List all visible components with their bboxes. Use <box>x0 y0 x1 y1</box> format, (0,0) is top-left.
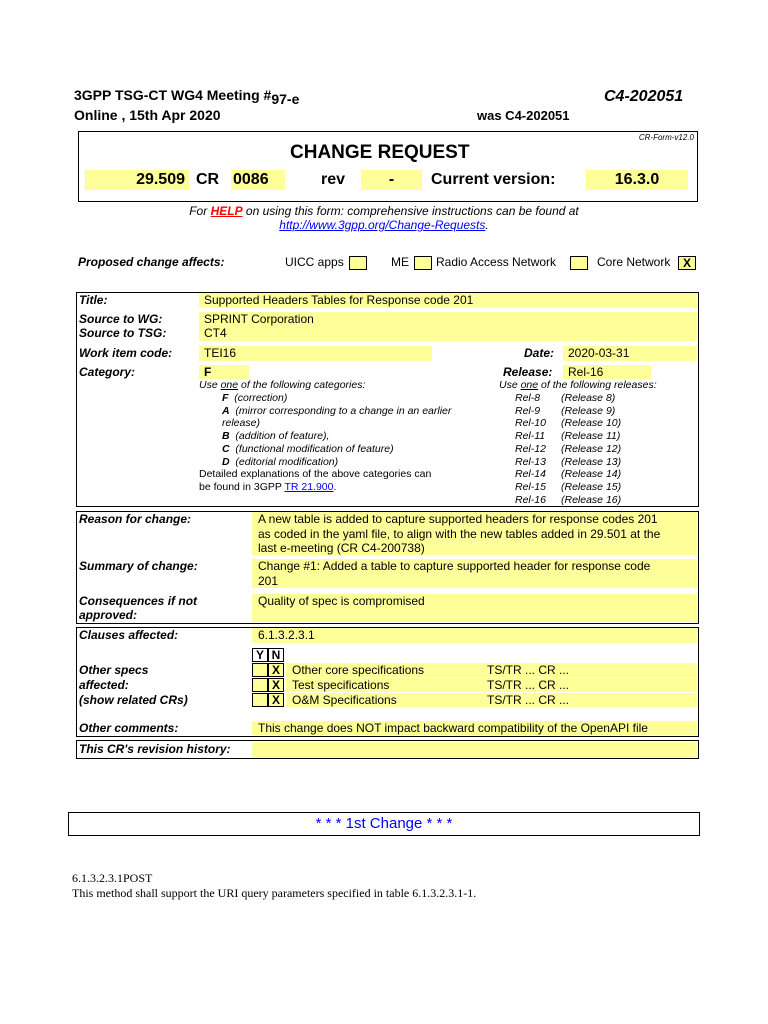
category-value: F <box>199 365 249 379</box>
summary-line: Change #1: Added a table to capture supported header for response code <box>258 559 651 573</box>
yes-checkbox[interactable] <box>252 693 268 707</box>
no-checkbox[interactable]: X <box>268 678 284 692</box>
other-specs-label <box>79 663 188 708</box>
cat-intro-post: of the following categories: <box>238 379 366 391</box>
category-desc: (addition of feature), <box>229 430 330 443</box>
help-url-line <box>0 218 768 232</box>
reason-line: as coded in the yaml file, to align with the new tables added in 29.501 at the <box>258 526 661 541</box>
release-label: Release: <box>503 365 553 379</box>
reason-value <box>252 512 697 555</box>
release-code: Rel-14 <box>515 468 546 481</box>
me-checkbox[interactable] <box>414 256 432 270</box>
doc-number: C4-202051 <box>604 88 684 105</box>
section-heading: 6.1.3.2.3.1POST <box>72 871 153 885</box>
yes-checkbox[interactable] <box>252 678 268 692</box>
categories-intro <box>199 379 365 391</box>
ran-checkbox[interactable] <box>570 256 588 270</box>
date-label: Date: <box>524 346 555 360</box>
revision-history-value <box>252 742 697 757</box>
release-item <box>515 494 621 507</box>
categories-detail-line1: Detailed explanations of the above categories can <box>199 468 432 480</box>
source-wg-label: Source to WG: <box>79 312 163 326</box>
spec-ref: TS/TR ... CR ... <box>487 693 570 707</box>
uicc-checkbox[interactable] <box>349 256 367 270</box>
spec-name: Test specifications <box>292 678 390 692</box>
meeting-title <box>74 87 300 107</box>
meeting-name: 3GPP TSG-CT WG4 Meeting # <box>74 87 272 103</box>
spec-row <box>286 693 697 707</box>
meeting-number: 97-e <box>271 91 300 107</box>
releases-intro <box>499 379 657 391</box>
release-item <box>515 456 621 469</box>
cn-label: Core Network <box>597 255 671 269</box>
category-item <box>222 456 451 469</box>
rel-intro-one: one <box>520 379 539 391</box>
category-label: Category: <box>79 365 136 379</box>
category-code: F <box>222 392 229 404</box>
release-code: Rel-9 <box>515 404 541 417</box>
title-label: Title: <box>79 293 108 307</box>
help-line <box>0 204 768 218</box>
current-version-value: 16.3.0 <box>586 170 688 190</box>
category-desc: (mirror corresponding to a change in an earlier <box>229 404 452 417</box>
category-desc: (functional modification of feature) <box>229 442 394 455</box>
help-dot: . <box>485 218 489 232</box>
cn-checkbox[interactable]: X <box>678 256 696 270</box>
release-code: Rel-8 <box>515 392 541 404</box>
section-text: This method shall support the URI query parameters specified in table 6.1.3.2.3.1-1. <box>72 886 477 900</box>
other-comments-value: This change does NOT impact backward compatibility of the OpenAPI file <box>252 721 697 735</box>
rev-label: rev <box>321 171 346 188</box>
detail-pre: be found in 3GPP <box>199 480 285 493</box>
release-desc: (Release 11) <box>561 430 621 443</box>
summary-label: Summary of change: <box>79 559 198 573</box>
release-code: Rel-13 <box>515 455 546 468</box>
cr-label: CR <box>196 171 220 188</box>
me-label: ME <box>391 255 409 269</box>
release-value: Rel-16 <box>563 365 651 379</box>
category-code: C <box>222 442 230 455</box>
work-item-label: Work item code: <box>79 346 173 360</box>
consequences-label-line: approved: <box>79 608 138 622</box>
work-item-value: TEI16 <box>199 346 432 361</box>
release-item <box>515 430 621 443</box>
spec-name: Other core specifications <box>292 663 425 677</box>
detail-post: . <box>333 480 337 493</box>
reason-line: last e-meeting (CR C4-200738) <box>258 541 425 555</box>
current-version-label: Current version: <box>431 171 556 188</box>
cat-intro-pre: Use <box>199 379 221 391</box>
other-comments-label: Other comments: <box>79 721 179 735</box>
location-date: Online , 15th Apr 2020 <box>74 107 221 123</box>
category-code: B <box>222 430 230 443</box>
release-desc: (Release 9) <box>561 404 616 417</box>
release-item <box>515 468 621 481</box>
summary-value <box>252 559 697 588</box>
category-item <box>222 430 451 443</box>
was-doc-number: was C4-202051 <box>477 108 570 123</box>
release-desc: (Release 15) <box>561 480 622 493</box>
revision-history-label: This CR's revision history: <box>79 742 231 756</box>
category-desc: release) <box>222 417 260 430</box>
help-post: on using this form: comprehensive instructions can be found at <box>242 204 579 218</box>
category-code: A <box>222 404 230 417</box>
help-link[interactable]: HELP <box>210 204 243 218</box>
ran-label: Radio Access Network <box>436 255 557 269</box>
reason-label: Reason for change: <box>79 512 192 526</box>
release-code: Rel-10 <box>515 417 546 430</box>
category-item <box>222 405 451 418</box>
spec-row <box>286 678 697 692</box>
no-header: N <box>268 648 284 662</box>
summary-line: 201 <box>258 573 279 588</box>
release-desc: (Release 14) <box>561 468 622 481</box>
release-item <box>515 405 621 418</box>
spec-number: 29.509 <box>85 170 189 190</box>
rel-intro-pre: Use <box>499 379 521 391</box>
cat-intro-one: one <box>220 379 239 391</box>
yes-checkbox[interactable] <box>252 663 268 677</box>
release-desc: (Release 12) <box>561 442 622 455</box>
categories-list <box>222 392 451 468</box>
spec-name: O&M Specifications <box>292 693 397 707</box>
date-value: 2020-03-31 <box>563 346 697 361</box>
rel-intro-post: of the following releases: <box>538 379 657 391</box>
releases-list <box>515 392 621 506</box>
change-requests-link[interactable]: http://www.3gpp.org/Change-Requests <box>279 218 486 232</box>
title-value: Supported Headers Tables for Response code 201 <box>199 293 697 308</box>
first-change-text: * * * 1st Change * * * <box>315 815 453 832</box>
source-tsg-label: Source to TSG: <box>79 326 167 340</box>
release-item <box>515 443 621 456</box>
consequences-label <box>79 594 197 622</box>
categories-detail <box>199 468 431 493</box>
no-checkbox[interactable]: X <box>268 693 284 707</box>
release-code: Rel-11 <box>515 430 546 443</box>
categories-detail-line2 <box>199 481 431 494</box>
spec-ref: TS/TR ... CR ... <box>487 678 570 692</box>
release-item <box>515 481 621 494</box>
other-specs-label-line: Other specs <box>79 663 149 677</box>
release-item <box>515 417 621 430</box>
consequences-label-line: Consequences if not <box>79 594 198 608</box>
yes-header: Y <box>252 648 268 662</box>
release-code: Rel-15 <box>515 480 546 493</box>
tr-21900-link[interactable]: TR 21.900 <box>284 480 334 493</box>
first-change-banner <box>68 812 700 836</box>
release-code: Rel-16 <box>515 493 546 506</box>
release-item <box>515 392 621 405</box>
release-desc: (Release 13) <box>561 455 622 468</box>
uicc-label: UICC apps <box>285 255 344 269</box>
other-specs-label-line: (show related CRs) <box>79 693 188 707</box>
category-desc: (correction) <box>228 392 288 404</box>
release-desc: (Release 10) <box>561 417 622 430</box>
spec-row <box>286 663 697 677</box>
other-specs-label-line: affected: <box>79 678 129 692</box>
cr-title: CHANGE REQUEST <box>290 142 470 163</box>
help-pre: For <box>189 204 211 218</box>
reason-line: A new table is added to capture supported headers for response codes 201 <box>258 512 658 526</box>
source-tsg-value: CT4 <box>199 326 697 341</box>
category-item <box>222 443 451 456</box>
no-checkbox[interactable]: X <box>268 663 284 677</box>
clauses-value: 6.1.3.2.3.1 <box>252 628 697 643</box>
release-code: Rel-12 <box>515 442 546 455</box>
clauses-label: Clauses affected: <box>79 628 179 642</box>
category-code: D <box>222 455 230 468</box>
change-request-box <box>78 131 698 202</box>
form-version: CR-Form-v12.0 <box>638 133 694 142</box>
rev-value: - <box>361 170 422 190</box>
category-desc: (editorial modification) <box>229 455 339 468</box>
cr-number: 0086 <box>231 170 285 190</box>
consequences-value: Quality of spec is compromised <box>252 594 697 622</box>
affects-label: Proposed change affects: <box>78 255 225 269</box>
category-item <box>222 417 451 430</box>
source-wg-value: SPRINT Corporation <box>199 312 697 327</box>
release-desc: (Release 8) <box>561 392 616 404</box>
release-desc: (Release 16) <box>561 493 622 506</box>
category-item <box>222 392 451 405</box>
spec-ref: TS/TR ... CR ... <box>487 663 570 677</box>
